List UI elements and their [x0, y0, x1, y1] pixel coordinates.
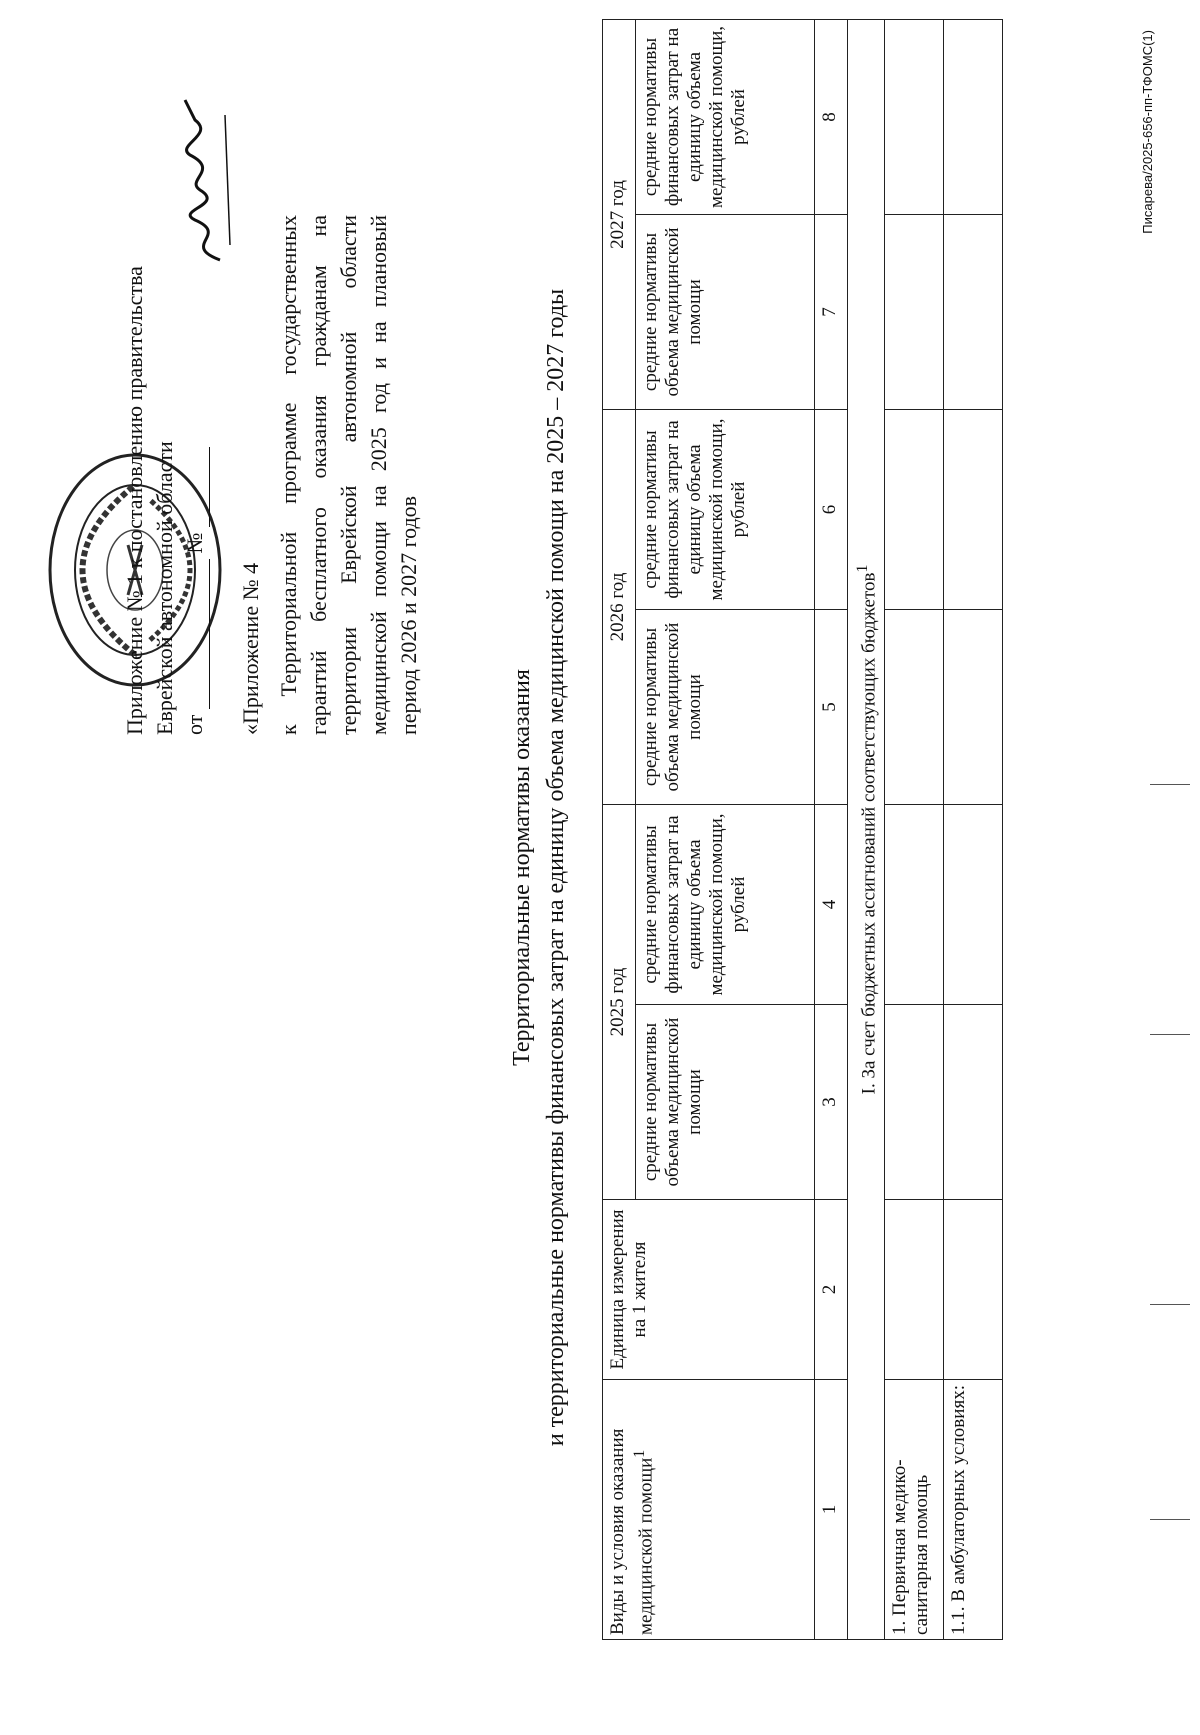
- header-2027-volume: средние нормативы объема медицинской помощи: [636, 214, 815, 409]
- header-unit-of-measure: Единица измерения на 1 жителя: [603, 1200, 815, 1380]
- table-cell: [885, 19, 944, 214]
- header-medical-care-types: [603, 1380, 815, 1640]
- row-label: 1.1. В амбулаторных условиях:: [944, 1380, 1003, 1640]
- column-number: 8: [815, 19, 848, 214]
- table-cell: [944, 19, 1003, 214]
- table-cell: [885, 1005, 944, 1200]
- approval-resolution-label: к постановлению правительства: [122, 266, 147, 569]
- scan-mark: [1150, 1519, 1190, 1520]
- column-number: 6: [815, 409, 848, 609]
- row-label: 1. Первичная медико-санитарная помощь: [885, 1380, 944, 1640]
- column-number: 2: [815, 1200, 848, 1380]
- approval-number-label: №: [182, 532, 207, 554]
- scan-mark: [1150, 1034, 1190, 1035]
- approval-number-blank: [189, 447, 210, 527]
- approval-date-blank: [189, 559, 210, 709]
- header-block: [120, 215, 424, 735]
- table-cell: [944, 214, 1003, 409]
- header-2025-cost: средние нормативы финансовых затрат на единицу объема медицинской помощи, рублей: [636, 804, 815, 1004]
- header-year-2026: 2026 год: [603, 409, 636, 804]
- column-number: 4: [815, 804, 848, 1004]
- table-cell: [885, 804, 944, 1004]
- section-row: [848, 19, 885, 1639]
- document-title: [505, 0, 573, 1735]
- header-2026-volume: средние нормативы объема медицинской помощи: [636, 609, 815, 804]
- approval-line-3: [180, 215, 210, 735]
- scan-mark: [1150, 784, 1190, 785]
- norms-table: [602, 19, 1003, 1640]
- scan-mark: [1150, 1304, 1190, 1305]
- document-title-line-1: Территориальные нормативы оказания: [509, 669, 535, 1066]
- header-2025-volume: средние нормативы объема медицинской помощи: [636, 1005, 815, 1200]
- column-number: 3: [815, 1005, 848, 1200]
- header-2026-cost: средние нормативы финансовых затрат на единицу объема медицинской помощи, рублей: [636, 409, 815, 609]
- table-cell: [885, 609, 944, 804]
- approval-from-label: от: [182, 714, 207, 735]
- table-cell: [944, 609, 1003, 804]
- document-title-line-2: и территориальные нормативы финансовых затрат на единицу объема медицинской помощи на 2025 – 2027 годы: [543, 288, 569, 1447]
- approval-line-1: [120, 215, 150, 735]
- column-number: 7: [815, 214, 848, 409]
- table-cell: [885, 409, 944, 609]
- header-medical-care-types-text: Виды и условия оказания медицинской помощи: [607, 1428, 657, 1635]
- header-year-2025: 2025 год: [603, 804, 636, 1199]
- header-2027-cost: средние нормативы финансовых затрат на единицу объема медицинской помощи, рублей: [636, 19, 815, 214]
- column-number: 1: [815, 1380, 848, 1640]
- footnote-marker: 1: [631, 1449, 648, 1458]
- approval-appendix-number: Приложение № 1: [122, 573, 147, 735]
- table-cell: [944, 409, 1003, 609]
- table-cell: [944, 1005, 1003, 1200]
- column-number-row: [815, 19, 848, 1639]
- table-row: [944, 19, 1003, 1639]
- table-cell: [885, 1200, 944, 1380]
- table-cell: [885, 214, 944, 409]
- section-title-cell: [848, 19, 885, 1639]
- appendix-text: к Территориальной программе государственных гарантий бесплатного оказания гражданам на территории Еврейской автономной области медицинской помощи на 2025 год и на плановый период 2026 и 2027 годов: [276, 215, 421, 735]
- appendix-title: «Приложение № 4: [238, 562, 263, 735]
- header-year-2027: 2027 год: [603, 19, 636, 409]
- table-cell: [944, 1200, 1003, 1380]
- table-cell: [944, 804, 1003, 1004]
- table-header-row-years: [603, 19, 636, 1639]
- table-row: [885, 19, 944, 1639]
- section-title: I. За счет бюджетных ассигнований соответствующих бюджетов: [858, 572, 880, 1095]
- approval-line-2: Еврейской автономной области: [152, 441, 177, 735]
- column-number: 5: [815, 609, 848, 804]
- footer-document-code: Писарева/2025-656-пп-ТФОМС(1): [1140, 30, 1155, 234]
- footnote-marker: 1: [854, 564, 871, 573]
